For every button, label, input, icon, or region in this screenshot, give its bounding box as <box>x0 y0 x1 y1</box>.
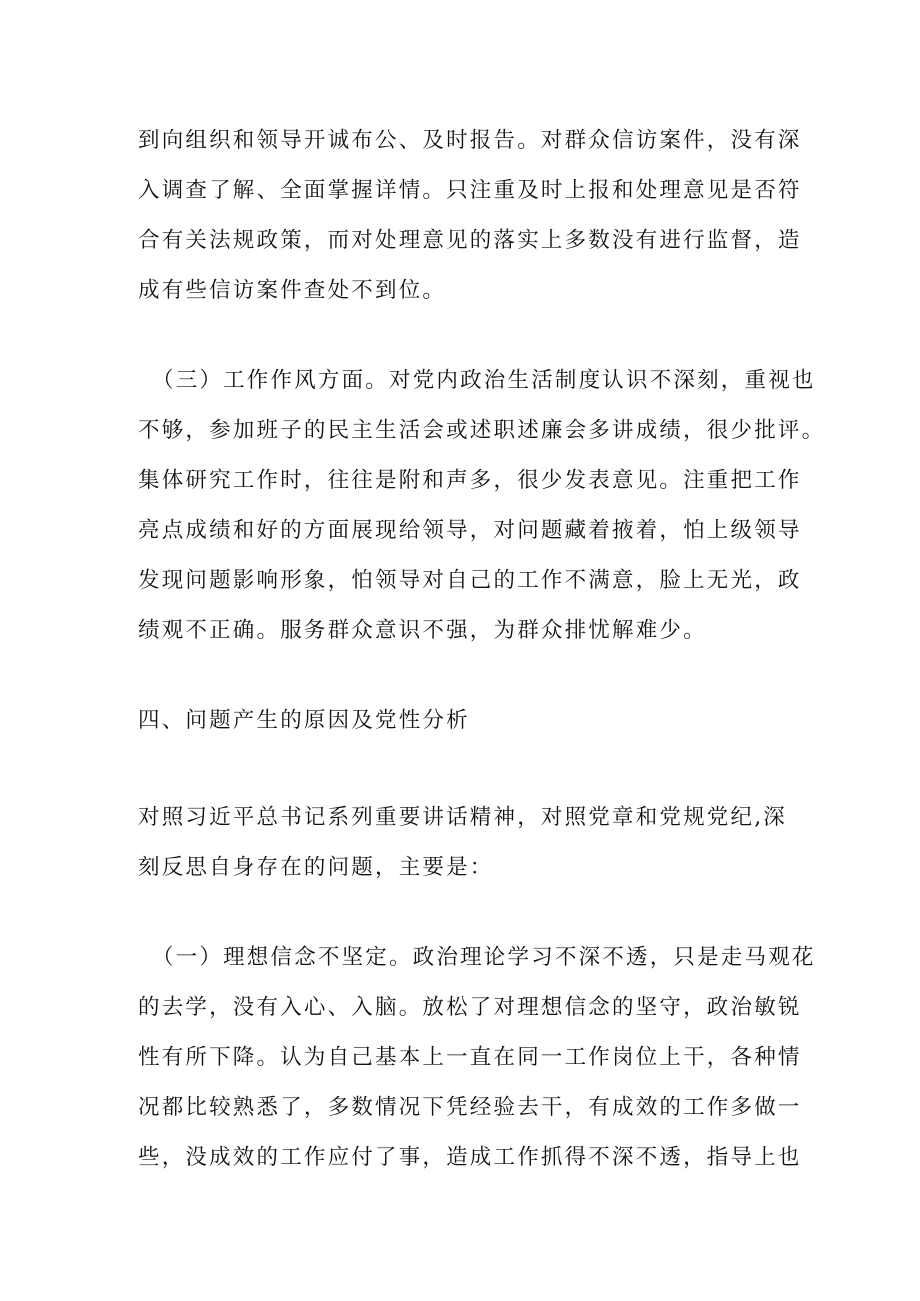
paragraph-4-line-1: （一）理想信念不坚定。政治理论学习不深不透，只是走马观花 <box>152 945 816 970</box>
paragraph-3-line-1: 对照习近平总书记系列重要讲话精神，对照党章和党规党纪,深 <box>138 805 787 830</box>
paragraph-1-line-4: 成有些信访案件查处不到位。 <box>138 278 447 303</box>
paragraph-1-line-2: 入调查了解、全面掌握详情。只注重及时上报和处理意见是否符 <box>138 178 802 203</box>
paragraph-4-line-4: 况都比较熟悉了，多数情况下凭经验去干，有成效的工作多做一 <box>138 1095 802 1120</box>
paragraph-2-line-1: （三）工作作风方面。对党内政治生活制度认识不深刻，重视也 <box>152 368 816 393</box>
paragraph-1-line-1: 到向组织和领导开诚布公、及时报告。对群众信访案件，没有深 <box>138 128 802 153</box>
paragraph-4-line-2: 的去学，没有入心、入脑。放松了对理想信念的坚守，政治敏锐 <box>138 995 802 1020</box>
paragraph-2-line-5: 发现问题影响形象，怕领导对自己的工作不满意，脸上无光，政 <box>138 568 802 593</box>
paragraph-3-line-2: 刻反思自身存在的问题，主要是： <box>138 855 494 880</box>
section-heading: 四、问题产生的原因及党性分析 <box>138 708 470 733</box>
paragraph-4-line-5: 些，没成效的工作应付了事，造成工作抓得不深不透，指导上也 <box>138 1145 802 1170</box>
paragraph-2-line-4: 亮点成绩和好的方面展现给领导，对问题藏着掖着，怕上级领导 <box>138 518 802 543</box>
paragraph-1-line-3: 合有关法规政策，而对处理意见的落实上多数没有进行监督，造 <box>138 228 802 253</box>
paragraph-2-line-6: 绩观不正确。服务群众意识不强，为群众排忧解难少。 <box>138 618 707 643</box>
paragraph-2-line-2: 不够，参加班子的民主生活会或述职述廉会多讲成绩，很少批评。 <box>138 418 826 443</box>
paragraph-2-line-3: 集体研究工作时，往往是附和声多，很少发表意见。注重把工作 <box>138 468 802 493</box>
paragraph-4-line-3: 性有所下降。认为自己基本上一直在同一工作岗位上干，各种情 <box>138 1045 802 1070</box>
